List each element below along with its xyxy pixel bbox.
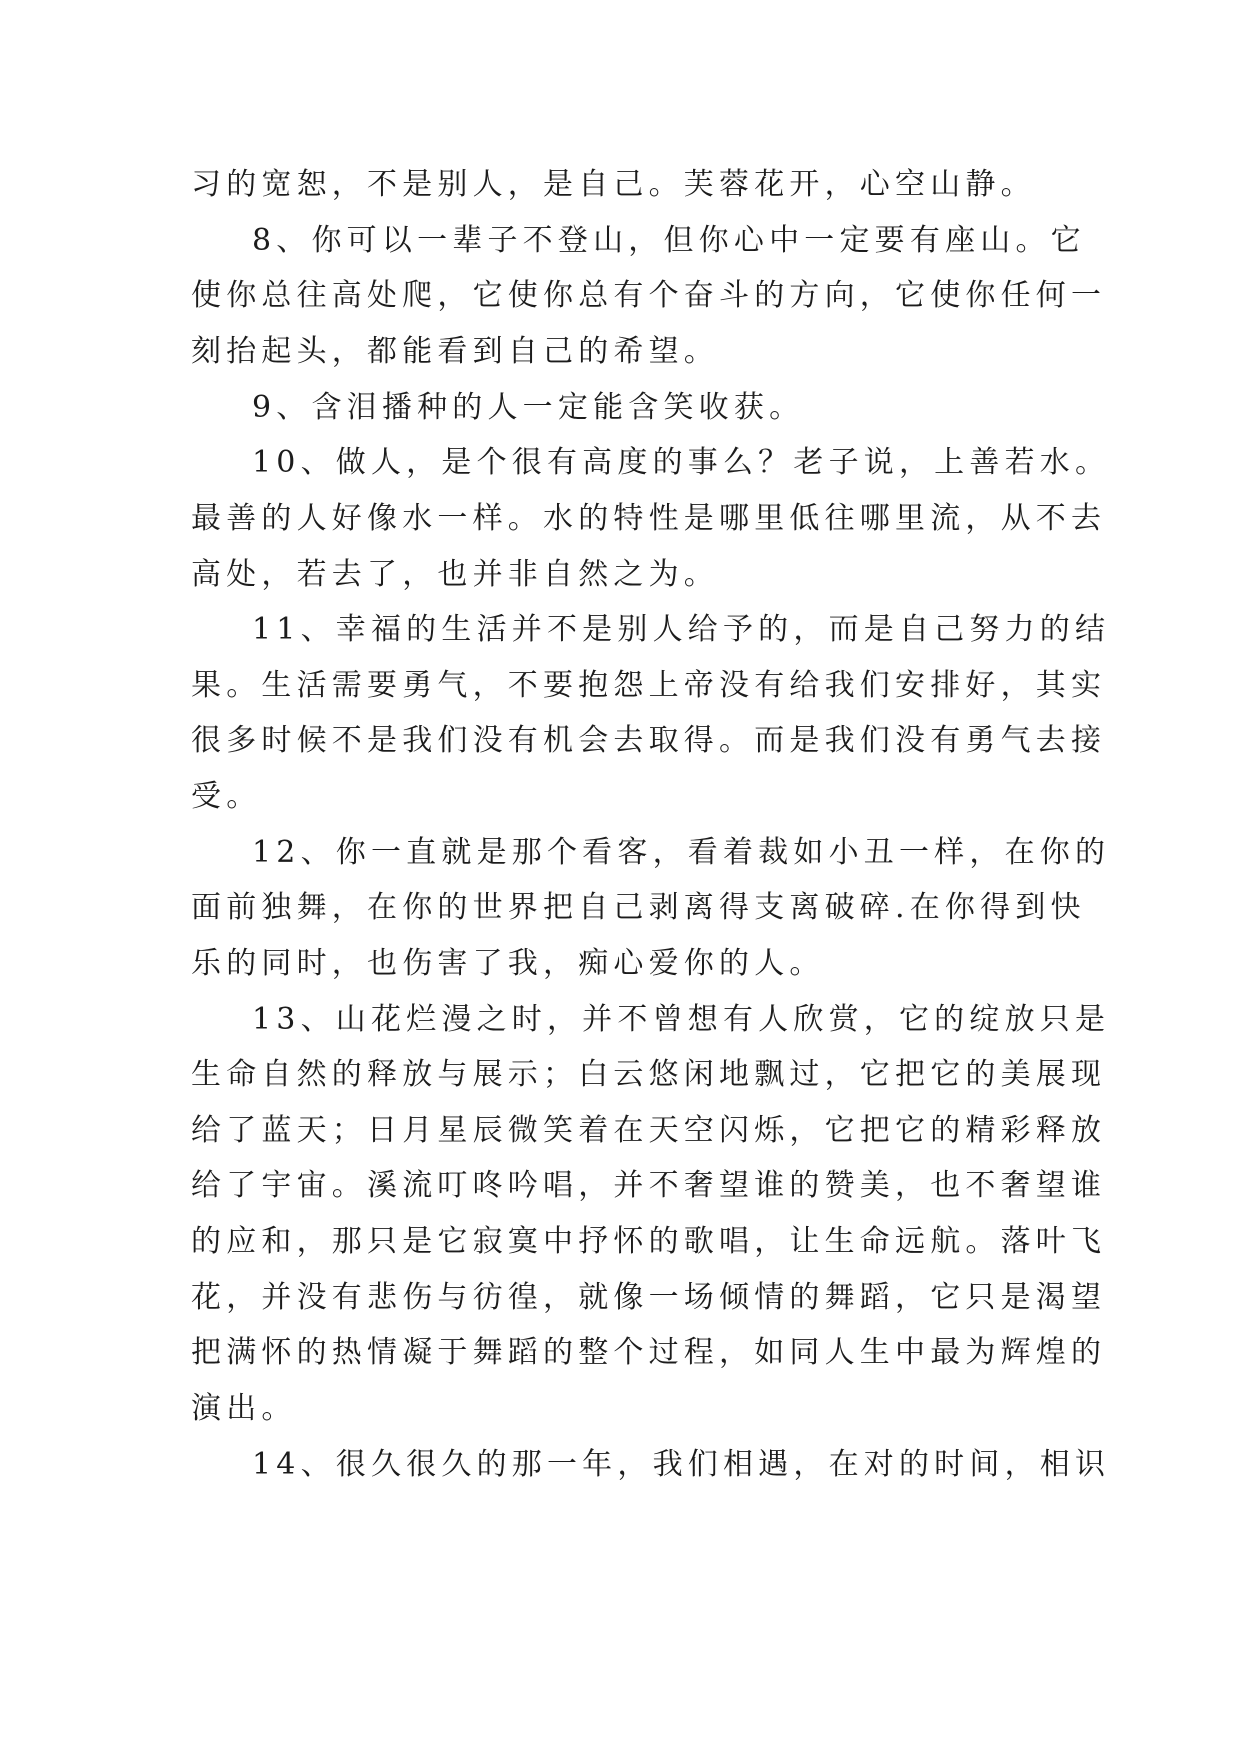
- text-line: 受。: [191, 779, 262, 814]
- text-line: 果。生活需要勇气，不要抱怨上帝没有给我们安排好，其实: [191, 668, 1107, 703]
- text-line: 14、很久很久的那一年，我们相遇，在对的时间，相识: [252, 1447, 1111, 1482]
- text-line: 乐的同时，也伤害了我，痴心爱你的人。: [191, 946, 825, 981]
- text-line: 9、含泪播种的人一定能含笑收获。: [252, 390, 805, 425]
- text-line: 12、你一直就是那个看客，看着裁如小丑一样，在你的: [252, 835, 1111, 870]
- text-line: 的应和，那只是它寂寞中抒怀的歌唱，让生命远航。落叶飞: [191, 1224, 1107, 1259]
- text-line: 很多时候不是我们没有机会去取得。而是我们没有勇气去接: [191, 723, 1107, 758]
- text-line: 11、幸福的生活并不是别人给予的，而是自己努力的结: [252, 612, 1111, 647]
- text-line: 10、做人，是个很有高度的事么？老子说，上善若水。: [252, 445, 1111, 480]
- text-line: 使你总往高处爬，它使你总有个奋斗的方向，它使你任何一: [191, 278, 1107, 313]
- text-line: 生命自然的释放与展示；白云悠闲地飘过，它把它的美展现: [191, 1057, 1107, 1092]
- text-line: 高处，若去了，也并非自然之为。: [191, 557, 719, 592]
- text-line: 13、山花烂漫之时，并不曾想有人欣赏，它的绽放只是: [252, 1002, 1111, 1037]
- text-line: 刻抬起头，都能看到自己的希望。: [191, 334, 719, 369]
- text-line: 8、你可以一辈子不登山，但你心中一定要有座山。它: [252, 223, 1086, 258]
- text-line: 面前独舞，在你的世界把自己剥离得支离破碎.在你得到快: [191, 890, 1086, 925]
- text-line: 习的宽恕，不是别人，是自己。芙蓉花开，心空山静。: [191, 167, 1036, 202]
- text-line: 把满怀的热情凝于舞蹈的整个过程，如同人生中最为辉煌的: [191, 1335, 1107, 1370]
- text-line: 给了蓝天；日月星辰微笑着在天空闪烁，它把它的精彩释放: [191, 1113, 1107, 1148]
- text-line: 演出。: [191, 1391, 297, 1426]
- text-line: 花，并没有悲伤与彷徨，就像一场倾情的舞蹈，它只是渴望: [191, 1280, 1107, 1315]
- text-line: 给了宇宙。溪流叮咚吟唱，并不奢望谁的赞美，也不奢望谁: [191, 1168, 1107, 1203]
- text-line: 最善的人好像水一样。水的特性是哪里低往哪里流，从不去: [191, 501, 1107, 536]
